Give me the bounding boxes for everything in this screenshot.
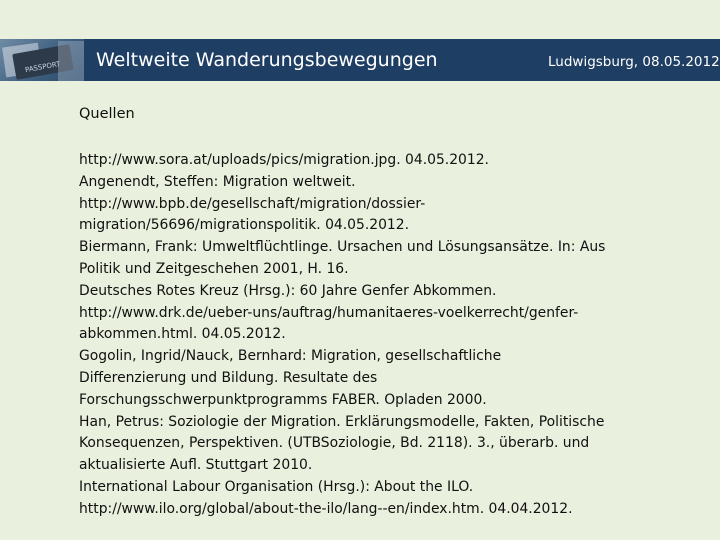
- passport-text: PASSPORT: [24, 60, 62, 75]
- section-heading: Quellen: [79, 106, 135, 122]
- reference-line: abkommen.html. 04.05.2012.: [79, 326, 286, 343]
- reference-line: International Labour Organisation (Hrsg.): About the ILO.: [79, 478, 474, 495]
- date-location: Ludwigsburg, 08.05.2012: [548, 54, 720, 70]
- reference-line: Angenendt, Steffen: Migration weltweit.: [79, 173, 356, 190]
- reference-line: Forschungsschwerpunktprogramms FABER. Opladen 2000.: [79, 391, 487, 408]
- reference-line: http://www.ilo.org/global/about-the-ilo/lang--en/index.htm. 04.04.2012.: [79, 500, 573, 517]
- reference-line: Deutsches Rotes Kreuz (Hrsg.): 60 Jahre Genfer Abkommen.: [79, 282, 497, 299]
- reference-line: Han, Petrus: Soziologie der Migration. Erklärungsmodelle, Fakten, Politische: [79, 413, 605, 430]
- reference-list: [79, 150, 679, 521]
- reference-line: migration/56696/migrationspolitik. 04.05.2012.: [79, 217, 410, 234]
- reference-line: http://www.drk.de/ueber-uns/auftrag/humanitaeres-voelkerrecht/genfer-: [79, 304, 579, 321]
- reference-line: aktualisierte Aufl. Stuttgart 2010.: [79, 457, 313, 474]
- reference-line: Politik und Zeitgeschehen 2001, H. 16.: [79, 260, 349, 277]
- passport-image: [0, 39, 84, 81]
- reference-line: http://www.bpb.de/gesellschaft/migration/dossier-: [79, 195, 426, 212]
- reference-line: Differenzierung und Bildung. Resultate des: [79, 369, 378, 386]
- reference-line: Biermann, Frank: Umweltflüchtlinge. Ursachen und Lösungsansätze. In: Aus: [79, 239, 606, 256]
- page-title: Weltweite Wanderungsbewegungen: [96, 49, 438, 71]
- reference-line: Konsequenzen, Perspektiven. (UTBSoziologie, Bd. 2118). 3., überarb. und: [79, 435, 590, 452]
- reference-line: http://www.sora.at/uploads/pics/migration.jpg. 04.05.2012.: [79, 152, 489, 168]
- reference-line: Gogolin, Ingrid/Nauck, Bernhard: Migration, gesellschaftliche: [79, 348, 502, 365]
